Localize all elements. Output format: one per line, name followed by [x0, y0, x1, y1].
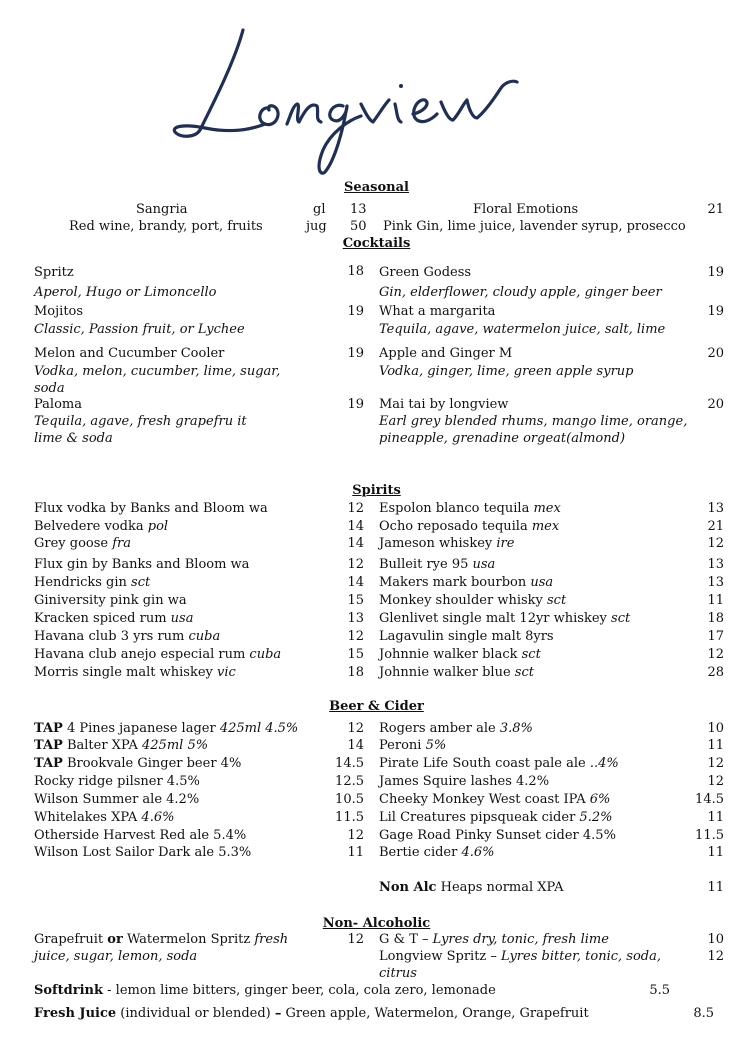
beer-price: 11 [707, 738, 724, 753]
gt-desc: Lyres dry, tonic, fresh lime [432, 932, 609, 947]
spirit-price: 13 [707, 501, 724, 516]
spirit-price: 13 [347, 611, 364, 626]
cocktail-name: Mojitos [34, 304, 84, 319]
spirit-origin: pol [147, 519, 169, 534]
spirit-origin: usa [530, 575, 554, 590]
spirit-item [34, 519, 168, 535]
spritz-desc2: juice, sugar, lemon, soda [34, 949, 198, 964]
beer-name: Pirate Life South coast pale ale [379, 756, 590, 771]
cocktail-name: Melon and Cucumber Cooler [34, 346, 225, 361]
beer-item [34, 774, 200, 790]
spirit-name: Espolon blanco tequila [379, 501, 534, 516]
spirit-name: Jameson whiskey [379, 536, 497, 551]
beer-heading: Beer & Cider [329, 699, 424, 714]
cocktail-desc: lime & soda [34, 431, 113, 446]
spirit-item [34, 647, 281, 663]
cocktail-price: 19 [347, 397, 364, 412]
spirit-item [34, 665, 236, 681]
beer-item [379, 810, 612, 826]
beer-name: Wilson Summer ale 4.2% [34, 792, 200, 807]
beer-item [379, 845, 495, 861]
spritz-or: or [107, 932, 123, 947]
cocktail-desc: Tequila, agave, fresh grapefru it [34, 414, 247, 429]
cocktail-desc: pineapple, grenadine orgeat(almond) [379, 431, 626, 446]
nonalc-price: 11 [707, 880, 724, 895]
spritz-b: Watermelon Spritz [122, 932, 255, 947]
spirit-origin: sct [514, 665, 534, 680]
beer-note: 425ml 4.5% [219, 721, 299, 736]
beer-note: 5% [425, 738, 447, 753]
beer-price: 12 [707, 756, 724, 771]
spirit-item [379, 611, 630, 627]
juice-label: Fresh Juice [34, 1006, 117, 1021]
sangria-size-glass: gl [313, 202, 326, 217]
beer-name: 4 Pines japanese lager [62, 721, 220, 736]
spritz-a: Grapefruit [34, 932, 108, 947]
spirit-item [379, 629, 554, 645]
cocktails-heading: Cocktails [342, 236, 411, 251]
spirit-item [379, 536, 514, 552]
softdrink-label: Softdrink [34, 983, 103, 998]
beer-price: 11.5 [335, 810, 364, 825]
cocktail-name: Spritz [34, 265, 74, 280]
beer-item [379, 756, 619, 772]
spirit-name: Grey goose [34, 536, 113, 551]
beer-name: Otherside Harvest Red ale 5.4% [34, 828, 247, 843]
longview-logo [165, 20, 605, 180]
spritz-desc: fresh [254, 932, 289, 947]
tap-label: TAP [34, 756, 63, 771]
beer-price: 11 [707, 845, 724, 860]
softdrink-price: 5.5 [649, 983, 670, 998]
lspritz-desc: Lyres bitter, tonic, soda, [501, 949, 662, 964]
beer-note: 6% [589, 792, 611, 807]
spirit-price: 15 [347, 647, 364, 662]
spirit-item [379, 593, 566, 609]
spirit-origin: mex [533, 501, 561, 516]
tap-label: TAP [34, 721, 63, 736]
spirit-price: 17 [707, 629, 724, 644]
beer-name: Rocky ridge pilsner 4.5% [34, 774, 200, 789]
cocktail-name: What a margarita [379, 304, 496, 319]
spirit-name: Kracken spiced rum [34, 611, 171, 626]
beer-name: Balter XPA [62, 738, 143, 753]
juice-text1: (individual or blended) [116, 1006, 275, 1021]
cocktail-desc: Vodka, ginger, lime, green apple syrup [379, 364, 634, 379]
spirit-item [379, 557, 495, 573]
floral-name: Floral Emotions [473, 202, 579, 217]
cocktail-desc: Earl grey blended rhums, mango lime, orange, [379, 414, 688, 429]
spirit-name: Johnnie walker blue [379, 665, 515, 680]
spirit-origin: usa [170, 611, 194, 626]
nonalc-name: Heaps normal XPA [436, 880, 564, 895]
spirit-name: Hendricks gin [34, 575, 132, 590]
beer-name: Whitelakes XPA [34, 810, 142, 825]
cocktail-desc: Classic, Passion fruit, or Lychee [34, 322, 245, 337]
beer-name: Gage Road Pinky Sunset cider 4.5% [379, 828, 616, 843]
spirit-price: 13 [707, 557, 724, 572]
spirit-item [34, 593, 187, 609]
longview-spritz-line [379, 949, 661, 965]
softdrink-text: - lemon lime bitters, ginger beer, cola, cola zero, lemonade [103, 983, 496, 998]
beer-note: ..4% [589, 756, 619, 771]
nonalc-beer [379, 880, 564, 896]
beer-item [34, 845, 251, 861]
spirit-item [34, 501, 268, 517]
nonalcoholic-heading: Non- Alcoholic [322, 916, 431, 931]
spirit-name: Ocho reposado tequila [379, 519, 532, 534]
beer-item [379, 721, 533, 737]
beer-name: Cheeky Monkey West coast IPA [379, 792, 590, 807]
cocktail-price: 18 [347, 264, 364, 279]
beer-price: 14 [347, 738, 364, 753]
floral-price: 21 [707, 202, 724, 217]
cocktail-desc: Vodka, melon, cucumber, lime, sugar, [34, 364, 281, 379]
cocktail-price: 20 [707, 397, 724, 412]
beer-price: 10.5 [335, 792, 364, 807]
cocktail-name: Apple and Ginger M [379, 346, 513, 361]
gt-line [379, 932, 609, 948]
spirit-price: 14 [347, 575, 364, 590]
cocktail-desc: soda [34, 381, 65, 396]
sangria-size-jug: jug [306, 219, 327, 234]
spirit-item [379, 665, 534, 681]
spirit-price: 14 [347, 536, 364, 551]
beer-name: Wilson Lost Sailor Dark ale 5.3% [34, 845, 252, 860]
cocktail-desc: Tequila, agave, watermelon juice, salt, lime [379, 322, 666, 337]
floral-desc: Pink Gin, lime juice, lavender syrup, prosecco [383, 219, 686, 234]
spirit-item [379, 575, 553, 591]
lspritz-desc2: citrus [379, 966, 417, 981]
gt-name: G & T – [379, 932, 433, 947]
spirit-name: Makers mark bourbon [379, 575, 531, 590]
spirit-name: Belvedere vodka [34, 519, 148, 534]
spirit-item [34, 629, 220, 645]
juice-text2: Green apple, Watermelon, Orange, Grapefruit [281, 1006, 589, 1021]
spirit-price: 18 [707, 611, 724, 626]
juice-price: 8.5 [693, 1006, 714, 1021]
beer-item [379, 738, 446, 754]
juice-dash: – [274, 1006, 282, 1021]
beer-item [34, 738, 208, 754]
spirit-price: 12 [707, 536, 724, 551]
spirit-item [34, 611, 193, 627]
beer-item [379, 774, 549, 790]
spirit-origin: vic [217, 665, 236, 680]
nonalc-label: Non Alc [379, 880, 437, 895]
spirit-name: Flux gin by Banks and Bloom wa [34, 557, 250, 572]
beer-price: 14.5 [695, 792, 724, 807]
spirit-origin: cuba [249, 647, 282, 662]
spirit-name: Havana club anejo especial rum [34, 647, 250, 662]
spirit-name: Giniversity pink gin wa [34, 593, 187, 608]
spritz-line [34, 932, 288, 948]
beer-price: 12 [347, 828, 364, 843]
spirit-price: 12 [347, 629, 364, 644]
spirit-origin: mex [531, 519, 560, 534]
spirit-origin: cuba [188, 629, 221, 644]
beer-name: Rogers amber ale [379, 721, 500, 736]
spirits-heading: Spirits [352, 483, 401, 498]
beer-name: Peroni [379, 738, 426, 753]
spirit-name: Johnnie walker black [379, 647, 522, 662]
spirit-item [379, 647, 541, 663]
spirit-name: Monkey shoulder whisky [379, 593, 548, 608]
beer-note: 425ml 5% [142, 738, 209, 753]
spirit-name: Lagavulin single malt 8yrs [379, 629, 554, 644]
beer-item [34, 792, 199, 808]
spirit-price: 15 [347, 593, 364, 608]
spirit-name: Bulleit rye 95 [379, 557, 473, 572]
spirit-origin: fra [112, 536, 132, 551]
spirit-price: 12 [347, 501, 364, 516]
beer-price: 10 [707, 721, 724, 736]
sangria-desc: Red wine, brandy, port, fruits [69, 219, 263, 234]
spirit-origin: sct [547, 593, 567, 608]
spirit-origin: sct [611, 611, 631, 626]
spirit-item [34, 557, 249, 573]
cocktail-price: 19 [347, 346, 364, 361]
spirit-name: Glenlivet single malt 12yr whiskey [379, 611, 612, 626]
sangria-name: Sangria [136, 202, 188, 217]
cocktail-name: Mai tai by longview [379, 397, 509, 412]
beer-name: Brookvale Ginger beer 4% [62, 756, 242, 771]
spirit-item [379, 501, 561, 517]
spirit-price: 18 [347, 665, 364, 680]
spirit-item [34, 575, 150, 591]
spirit-origin: sct [521, 647, 541, 662]
cocktail-price: 19 [707, 304, 724, 319]
beer-name: Bertie cider [379, 845, 462, 860]
beer-item [379, 792, 610, 808]
spirit-item [379, 519, 559, 535]
spirit-origin: usa [472, 557, 496, 572]
juice-line [34, 1006, 589, 1022]
beer-item [34, 721, 298, 737]
cocktail-price: 20 [707, 346, 724, 361]
beer-item [379, 828, 616, 844]
gt-price: 10 [707, 932, 724, 947]
beer-price: 11 [347, 845, 364, 860]
cocktail-desc: Aperol, Hugo or Limoncello [34, 285, 217, 300]
spirit-price: 28 [707, 665, 724, 680]
beer-price: 14.5 [335, 756, 364, 771]
beer-price: 11 [707, 810, 724, 825]
spirit-price: 21 [707, 519, 724, 534]
sangria-price-glass: 13 [350, 202, 367, 217]
spirit-price: 12 [707, 647, 724, 662]
spritz-price: 12 [347, 932, 364, 947]
cocktail-price: 19 [347, 304, 364, 319]
cocktail-desc: Gin, elderflower, cloudy apple, ginger beer [379, 285, 662, 300]
softdrink-line [34, 983, 496, 999]
beer-name: James Squire lashes 4.2% [379, 774, 550, 789]
seasonal-heading: Seasonal [344, 180, 409, 195]
beer-note: 3.8% [499, 721, 533, 736]
beer-item [34, 756, 241, 772]
spirit-price: 12 [347, 557, 364, 572]
spirit-name: Flux vodka by Banks and Bloom wa [34, 501, 268, 516]
spirit-price: 13 [707, 575, 724, 590]
spirit-origin: ire [496, 536, 515, 551]
spirit-price: 14 [347, 519, 364, 534]
beer-price: 12 [347, 721, 364, 736]
cocktail-price: 19 [707, 265, 724, 280]
spirit-item [34, 536, 131, 552]
beer-item [34, 810, 174, 826]
beer-price: 11.5 [695, 828, 724, 843]
lspritz-name: Longview Spritz – [379, 949, 502, 964]
beer-note: 4.6% [141, 810, 175, 825]
beer-item [34, 828, 246, 844]
cocktail-name: Paloma [34, 397, 82, 412]
spirit-price: 11 [707, 593, 724, 608]
spirit-name: Havana club 3 yrs rum [34, 629, 189, 644]
cocktail-name: Green Godess [379, 265, 472, 280]
spirit-origin: sct [131, 575, 151, 590]
beer-name: Lil Creatures pipsqueak cider [379, 810, 580, 825]
beer-note: 5.2% [579, 810, 613, 825]
beer-note: 4.6% [461, 845, 495, 860]
lspritz-price: 12 [707, 949, 724, 964]
spirit-name: Morris single malt whiskey [34, 665, 218, 680]
beer-price: 12.5 [335, 774, 364, 789]
beer-price: 12 [707, 774, 724, 789]
tap-label: TAP [34, 738, 63, 753]
sangria-price-jug: 50 [350, 219, 367, 234]
